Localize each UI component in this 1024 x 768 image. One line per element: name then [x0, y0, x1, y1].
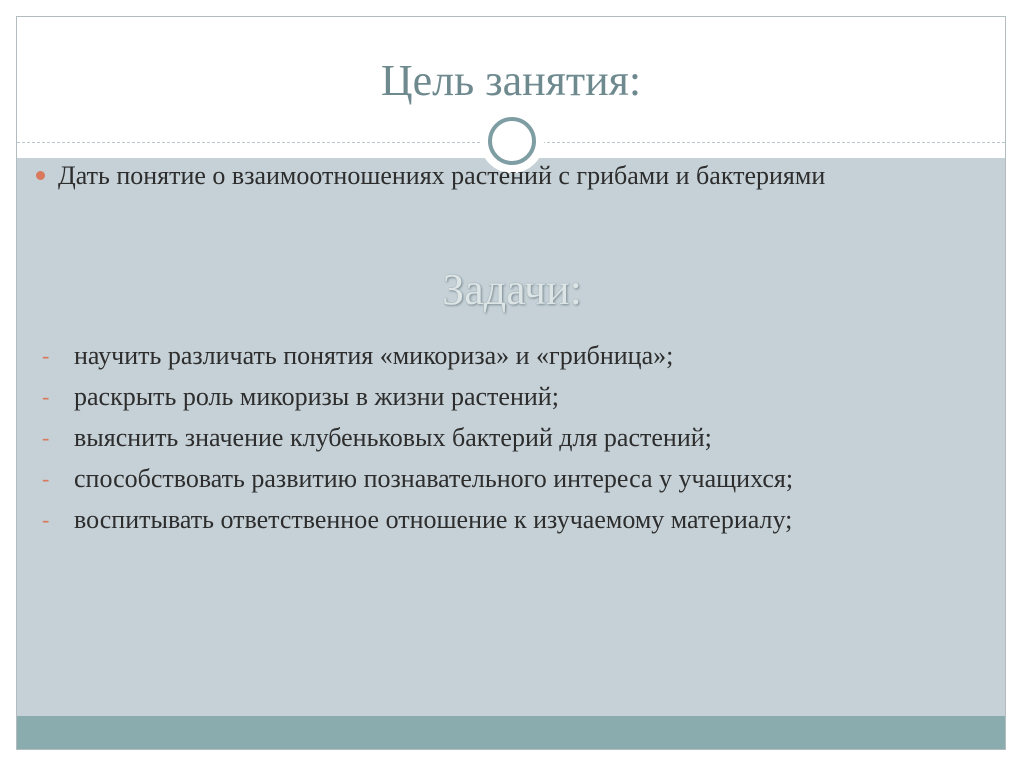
- dash-marker-icon: -: [42, 343, 50, 368]
- task-item: [42, 417, 982, 458]
- bullet-dot-icon: [36, 171, 45, 180]
- task-text: выяснить значение клубеньковых бактерий для растений;: [74, 423, 712, 452]
- task-item: [42, 335, 982, 376]
- task-text: научить различать понятия «микориза» и «грибница»;: [74, 341, 674, 370]
- dash-marker-icon: -: [42, 507, 50, 532]
- dash-marker-icon: -: [42, 466, 50, 491]
- dash-marker-icon: -: [42, 384, 50, 409]
- task-item: [42, 458, 982, 499]
- task-item: [42, 499, 982, 540]
- task-text: способствовать развитию познавательного интереса у учащихся;: [74, 464, 794, 493]
- intro-bullet-item: [36, 158, 876, 193]
- task-text: раскрыть роль микоризы в жизни растений;: [74, 382, 559, 411]
- task-text: воспитывать ответственное отношение к изучаемому материалу;: [74, 505, 793, 534]
- task-list: [42, 335, 982, 540]
- task-item: [42, 376, 982, 417]
- dash-marker-icon: -: [42, 425, 50, 450]
- footer-band: [17, 716, 1005, 750]
- tasks-heading: Задачи:: [442, 265, 582, 314]
- intro-text: Дать понятие о взаимоотношениях растений с грибами и бактериями: [58, 161, 826, 190]
- slide-title: Цель занятия:: [380, 56, 642, 105]
